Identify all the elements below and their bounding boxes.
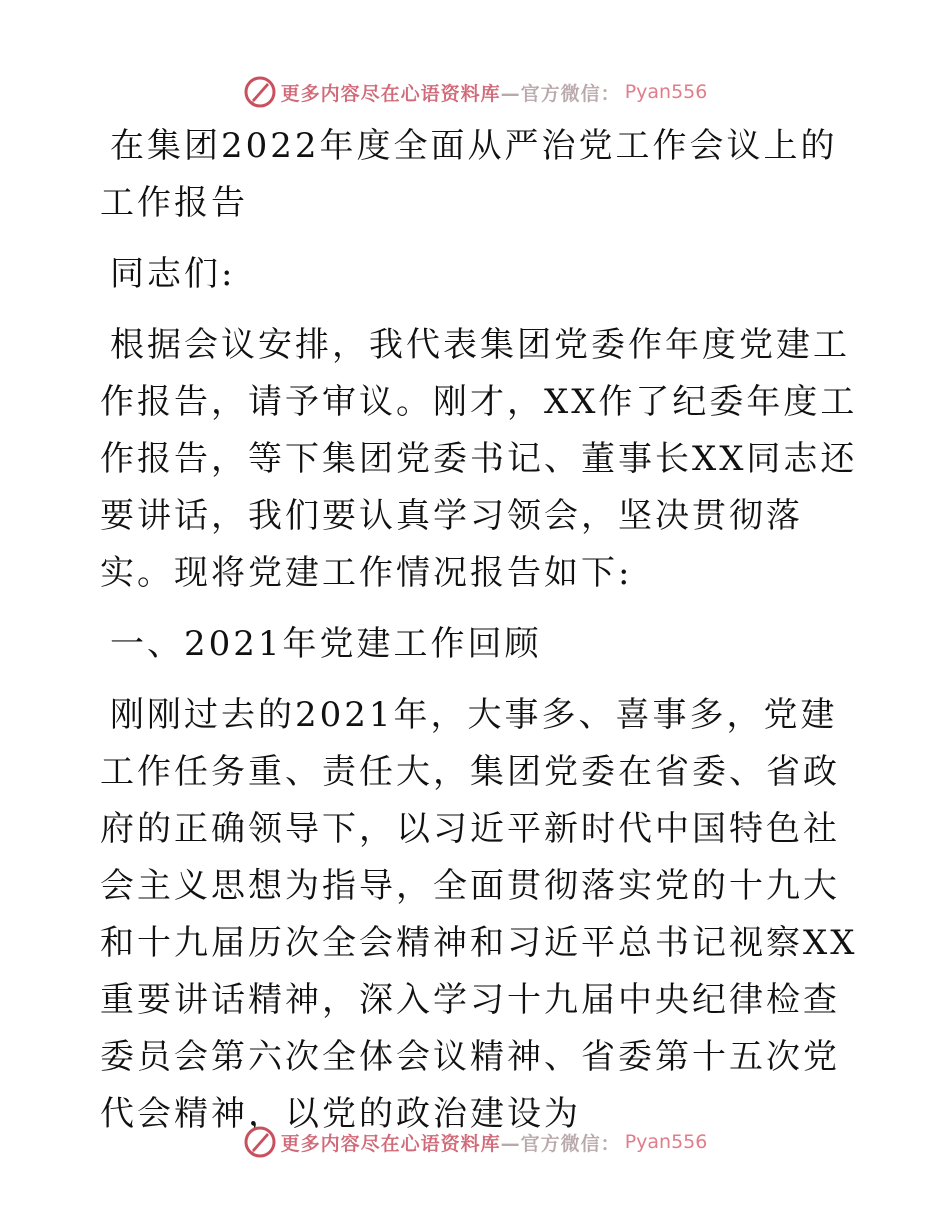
paragraph-intro: 根据会议安排，我代表集团党委作年度党建工作报告，请予审议。刚才，XX作了纪委年度工作报告，等下集团党委书记、董事长XX同志还要讲话，我们要认真学习领会，坚决贯彻落实。现将党建工作情况报告如下:: [100, 325, 858, 593]
watermark-dash-text: —官方微信：: [500, 82, 621, 105]
watermark-header: [0, 72, 950, 112]
section-heading: 一、2021年党建工作回顾: [110, 624, 542, 664]
watermark-footer: [0, 1122, 950, 1162]
quill-logo-icon: [243, 1125, 277, 1159]
watermark-main-text: 更多内容尽在心语资料库: [280, 1132, 501, 1155]
watermark-id-text: Pyan556: [624, 1131, 708, 1153]
document-body: [100, 118, 860, 1143]
watermark-main-text: 更多内容尽在心语资料库: [280, 82, 501, 105]
salutation: 同志们:: [110, 254, 236, 294]
document-title: 在集团2022年度全面从严治党工作会议上的工作报告: [100, 126, 838, 223]
watermark-dash-text: —官方微信：: [500, 1132, 621, 1155]
quill-logo-icon: [243, 75, 277, 109]
watermark-id-text: Pyan556: [624, 81, 708, 103]
paragraph-review: 刚刚过去的2021年，大事多、喜事多，党建工作任务重、责任大，集团党委在省委、省政府的正确领导下，以习近平新时代中国特色社会主义思想为指导，全面贯彻落实党的十九大和十九届历次全会精神和习近平总书记视察XX重要讲话精神，深入学习十九届中央纪律检查委员会第六次全体会议精神、省委第十五次党代会精神，以党的政治建设为: [100, 695, 858, 1134]
